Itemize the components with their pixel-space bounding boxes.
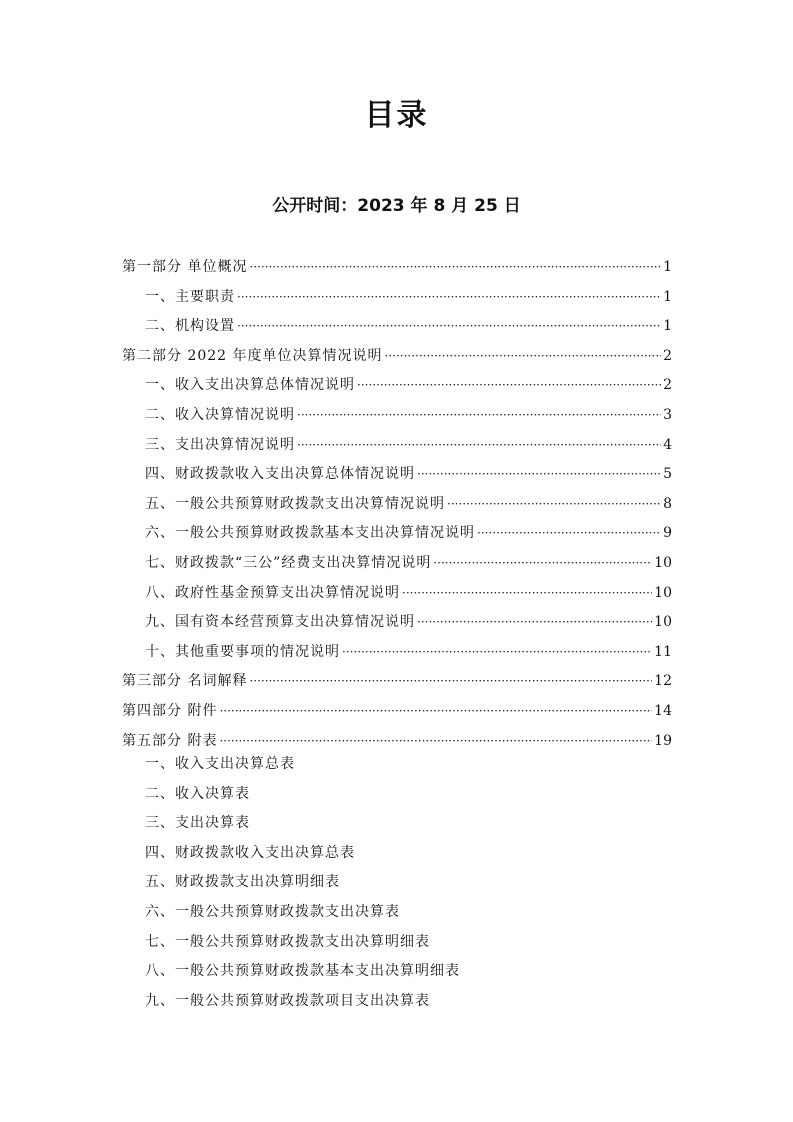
annex-table-item[interactable]: 三、支出决算表 (145, 815, 250, 832)
annex-table-item[interactable]: 七、一般公共预算财政拨款支出决算明细表 (145, 933, 430, 950)
toc-entry[interactable] (122, 697, 672, 727)
toc-entry-label: 第一部分 单位概况 (122, 259, 248, 275)
dot-leader (297, 401, 661, 431)
toc-entry-page: 3 (663, 406, 672, 423)
toc-entry[interactable] (122, 283, 672, 313)
annex-table-item[interactable]: 二、收入决算表 (145, 785, 250, 802)
toc-entry[interactable] (122, 549, 672, 579)
toc-entry-label: 一、收入支出决算总体情况说明 (145, 377, 355, 394)
toc-entry-page: 1 (663, 259, 672, 275)
dot-leader (447, 490, 661, 520)
toc-entry-label: 第四部分 附件 (122, 702, 218, 719)
annex-table-item[interactable]: 九、一般公共预算财政拨款项目支出决算表 (145, 992, 430, 1009)
dot-leader (385, 342, 662, 372)
dot-leader (402, 579, 652, 609)
toc-entry-page: 5 (663, 466, 672, 483)
toc-entry-label: 三、支出决算情况说明 (145, 436, 295, 453)
toc-entry[interactable] (122, 342, 672, 372)
toc-entry-page: 2 (663, 377, 672, 394)
toc-entry-label: 一、主要职责 (145, 288, 235, 305)
toc-entry[interactable] (122, 490, 672, 520)
toc-entry-label: 第三部分 名词解释 (122, 673, 248, 690)
dot-leader (237, 312, 661, 342)
annex-table-list (145, 750, 665, 1016)
dot-leader (357, 371, 661, 401)
toc-entry-page: 10 (654, 614, 672, 631)
annex-table-item[interactable]: 一、收入支出决算总表 (145, 756, 295, 772)
toc-entry-label: 四、财政拨款收入支出决算总体情况说明 (145, 466, 415, 483)
toc-entry[interactable] (122, 519, 672, 549)
toc-entry[interactable] (122, 667, 672, 697)
dot-leader (249, 253, 661, 283)
annex-table-item[interactable]: 八、一般公共预算财政拨款基本支出决算明细表 (145, 963, 460, 980)
toc-entry-label: 十、其他重要事项的情况说明 (145, 643, 340, 660)
toc-entry-label: 二、收入决算情况说明 (145, 406, 295, 423)
toc-entry-page: 1 (663, 318, 672, 335)
toc-entry[interactable] (122, 608, 672, 638)
toc-entry-page: 8 (663, 495, 672, 512)
toc-entry-label: 五、一般公共预算财政拨款支出决算情况说明 (145, 495, 445, 512)
dot-leader (342, 638, 652, 668)
toc-entry-label: 八、政府性基金预算支出决算情况说明 (145, 584, 400, 601)
page-title: 目录 (364, 98, 429, 133)
toc-entry-page: 14 (654, 702, 672, 719)
toc-entry-label: 第二部分 2022 年度单位决算情况说明 (122, 347, 383, 364)
dot-leader (477, 519, 661, 549)
toc-entry-label: 九、国有资本经营预算支出决算情况说明 (145, 614, 415, 631)
annex-table-item[interactable]: 五、财政拨款支出决算明细表 (145, 874, 340, 891)
toc-entry-label: 第五部分 附表 (122, 732, 218, 749)
dot-leader (417, 460, 661, 490)
toc-entry-page: 9 (663, 525, 672, 542)
toc-entry-label: 七、财政拨款“三公”经费支出决算情况说明 (145, 554, 432, 571)
toc-entry[interactable] (122, 253, 672, 283)
dot-leader (433, 549, 652, 579)
toc-entry[interactable] (122, 401, 672, 431)
toc-entry[interactable] (122, 371, 672, 401)
toc-entry-label: 二、机构设置 (145, 318, 235, 335)
toc-entry-page: 10 (654, 584, 672, 601)
toc-entry[interactable] (122, 431, 672, 461)
toc-entry-page: 11 (654, 643, 672, 660)
annex-table-item[interactable]: 六、一般公共预算财政拨款支出决算表 (145, 903, 400, 920)
toc-entry-label: 六、一般公共预算财政拨款基本支出决算情况说明 (145, 525, 475, 542)
toc-entry[interactable] (122, 579, 672, 609)
toc-entry-page: 19 (654, 732, 672, 749)
toc-entry-page: 1 (663, 288, 672, 305)
table-of-contents (122, 253, 672, 756)
toc-entry[interactable] (122, 460, 672, 490)
dot-leader (219, 697, 652, 727)
publish-date: 公开时间：2023 年 8 月 25 日 (272, 196, 521, 216)
dot-leader (417, 608, 652, 638)
dot-leader (297, 431, 661, 461)
toc-entry-page: 4 (663, 436, 672, 453)
toc-entry-page: 12 (654, 673, 672, 690)
toc-entry[interactable] (122, 638, 672, 668)
toc-entry-page: 2 (663, 347, 672, 364)
dot-leader (237, 283, 661, 313)
toc-entry[interactable] (122, 312, 672, 342)
toc-entry-page: 10 (654, 554, 672, 571)
dot-leader (249, 667, 652, 697)
annex-table-item[interactable]: 四、财政拨款收入支出决算总表 (145, 844, 355, 861)
